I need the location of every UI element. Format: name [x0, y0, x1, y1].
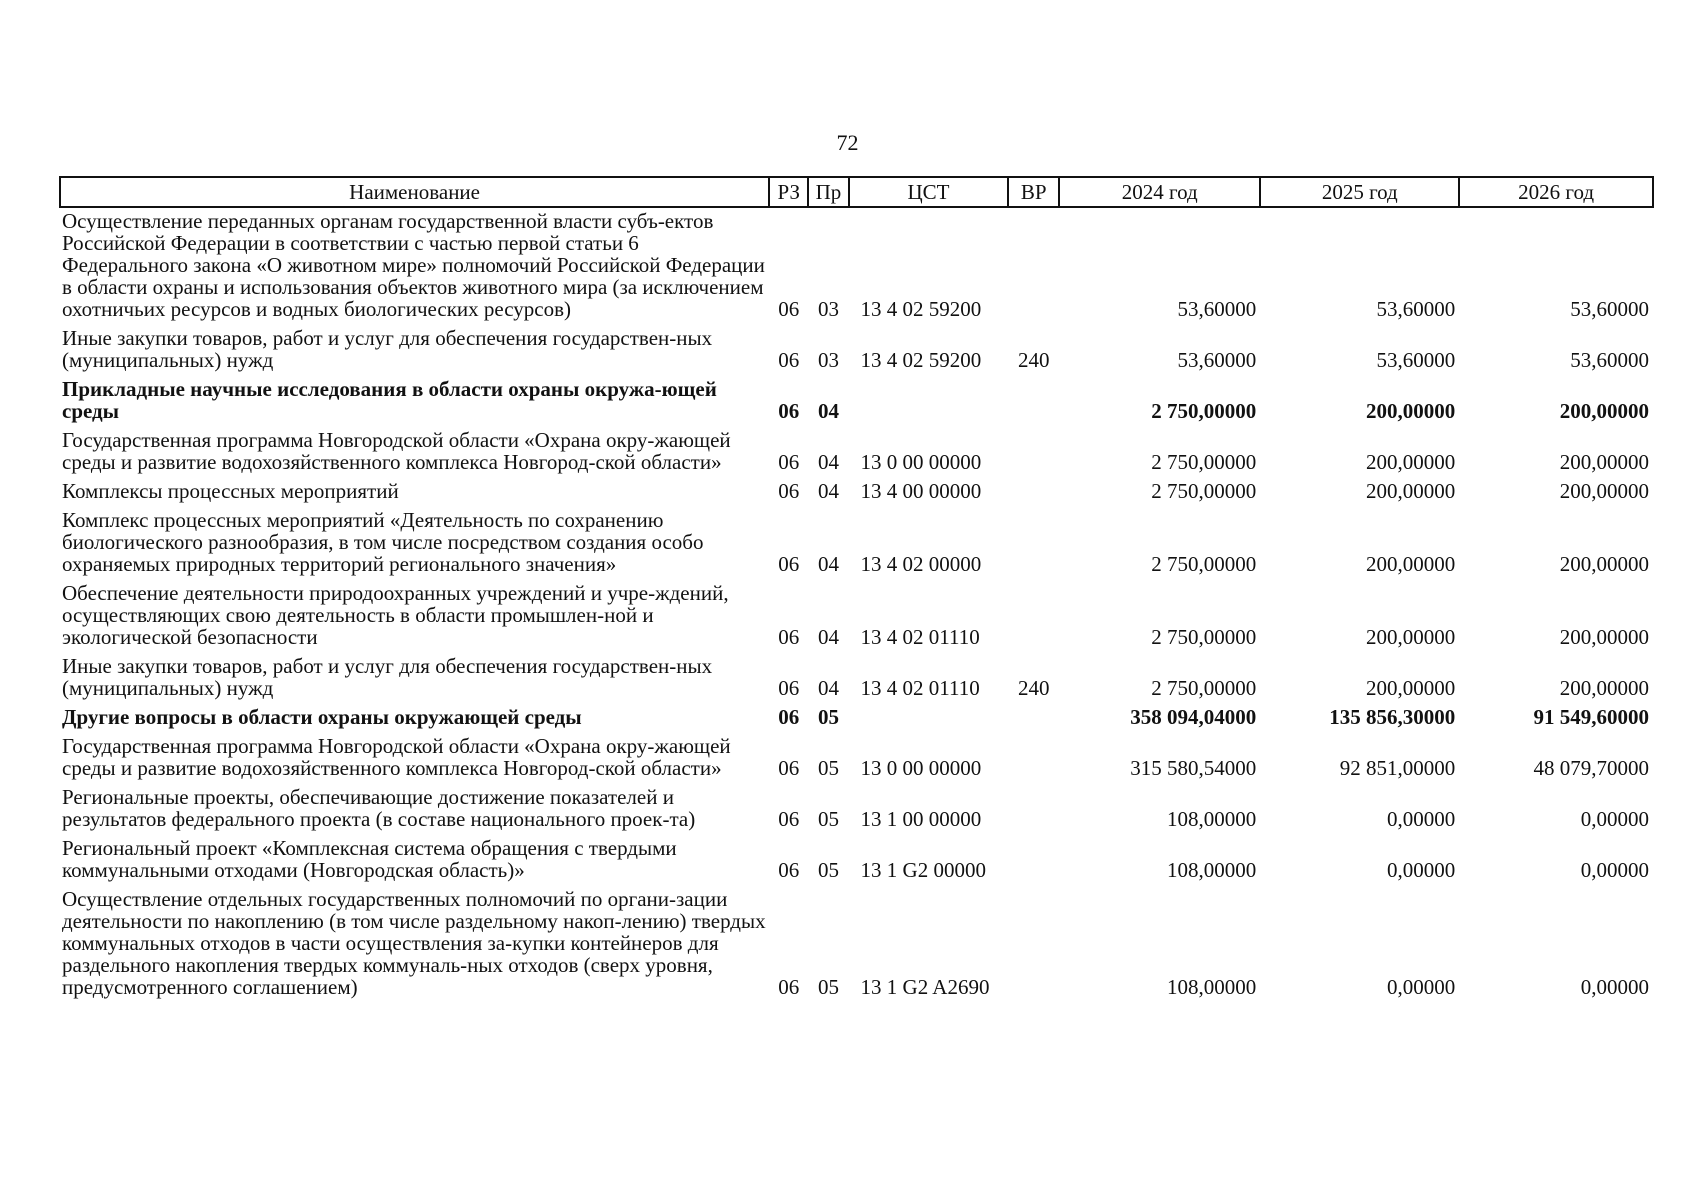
col-header-2025: 2025 год: [1260, 177, 1459, 207]
table-row: [60, 886, 1653, 1003]
row-cst: 13 4 00 00000: [860, 479, 982, 503]
row-vr: [1008, 580, 1059, 653]
row-cst: 13 0 00 00000: [860, 450, 982, 474]
row-vr: [1008, 507, 1059, 580]
row-name: Обеспечение деятельности природоохранных учреждений и учре-ждений, осуществляющих свою деятельность в области промышлен-ной и экологической безопасности: [62, 581, 729, 649]
row-2024: 53,60000: [1177, 348, 1257, 372]
table-row: [60, 507, 1653, 580]
row-cst: 13 1 00 00000: [860, 807, 982, 831]
row-2026: 53,60000: [1570, 348, 1649, 372]
col-header-name: Наименование: [60, 177, 769, 207]
row-pr: 04: [817, 676, 839, 700]
table-row-section: [60, 376, 1653, 427]
row-rz: 06: [778, 348, 800, 372]
col-header-rz: РЗ: [769, 177, 808, 207]
row-vr: 240: [1018, 676, 1050, 700]
row-vr: 240: [1018, 348, 1050, 372]
row-2024: 2 750,00000: [1151, 399, 1257, 423]
row-cst: 13 4 02 01110: [860, 676, 980, 700]
row-2024: 2 750,00000: [1151, 625, 1257, 649]
row-vr: [1008, 886, 1059, 1003]
table-row: [60, 325, 1653, 376]
col-header-vr: ВР: [1008, 177, 1059, 207]
col-header-cst: ЦСТ: [849, 177, 1009, 207]
row-name: Осуществление переданных органам государственной власти субъ-ектов Российской Федерации в соответствии с частью первой статьи 6 Федерального закона «О животном мире» полномочий Российской Федерации в области охраны и использования объектов животного мира (за исключением охотничьих ресурсов и водных биологических ресурсов): [62, 209, 765, 321]
row-name: Иные закупки товаров, работ и услуг для обеспечения государствен-ных (муниципальных) нужд: [62, 654, 713, 700]
row-cst: 13 4 02 59200: [860, 297, 982, 321]
row-rz: 06: [778, 676, 800, 700]
row-2026: 48 079,70000: [1533, 756, 1649, 780]
row-name: Государственная программа Новгородской области «Охрана окру-жающей среды и развитие водохозяйственного комплекса Новгород-ской области»: [62, 428, 731, 474]
row-2024: 2 750,00000: [1151, 450, 1257, 474]
row-rz: 06: [778, 297, 800, 321]
row-cst: [849, 704, 1009, 733]
table-row: [60, 653, 1653, 704]
col-header-2024: 2024 год: [1059, 177, 1260, 207]
row-2024: 358 094,04000: [1130, 705, 1257, 729]
row-cst: [849, 376, 1009, 427]
table-row: [60, 784, 1653, 835]
row-2025: 0,00000: [1387, 858, 1456, 882]
row-name: Иные закупки товаров, работ и услуг для обеспечения государствен-ных (муниципальных) нужд: [62, 326, 713, 372]
row-rz: 06: [778, 552, 800, 576]
row-pr: 04: [817, 552, 839, 576]
row-rz: 06: [778, 625, 800, 649]
row-2024: 315 580,54000: [1130, 756, 1257, 780]
table-row: [60, 478, 1653, 507]
row-pr: 03: [817, 348, 839, 372]
row-rz: 06: [778, 975, 800, 999]
row-rz: 06: [778, 807, 800, 831]
row-2026: 200,00000: [1559, 676, 1649, 700]
row-rz: 06: [778, 399, 800, 423]
table-row: [60, 427, 1653, 478]
row-pr: 04: [817, 450, 839, 474]
row-2026: 200,00000: [1559, 552, 1649, 576]
row-name: Другие вопросы в области охраны окружающей среды: [62, 705, 582, 729]
table-row: [60, 580, 1653, 653]
row-rz: 06: [778, 705, 800, 729]
row-2024: 53,60000: [1177, 297, 1257, 321]
row-2024: 108,00000: [1167, 858, 1257, 882]
row-2025: 53,60000: [1376, 348, 1456, 372]
row-2026: 0,00000: [1580, 807, 1649, 831]
col-header-2026: 2026 год: [1459, 177, 1653, 207]
row-pr: 04: [817, 625, 839, 649]
row-2025: 200,00000: [1366, 552, 1456, 576]
table-row: [60, 207, 1653, 325]
row-2025: 200,00000: [1366, 399, 1456, 423]
row-2025: 200,00000: [1366, 479, 1456, 503]
row-rz: 06: [778, 450, 800, 474]
row-name: Комплексы процессных мероприятий: [62, 479, 399, 503]
row-vr: [1008, 835, 1059, 886]
row-name: Региональные проекты, обеспечивающие достижение показателей и результатов федерального проекта (в составе национального проек-та): [62, 785, 696, 831]
row-pr: 03: [817, 297, 839, 321]
row-name: Комплекс процессных мероприятий «Деятельность по сохранению биологического разнообразия, в том числе посредством создания особо охраняемых природных территорий регионального значения»: [62, 508, 704, 576]
row-2024: 108,00000: [1167, 807, 1257, 831]
row-cst: 13 1 G2 A2690: [860, 975, 990, 999]
row-2025: 92 851,00000: [1339, 756, 1456, 780]
row-cst: 13 0 00 00000: [860, 756, 982, 780]
row-vr: [1008, 784, 1059, 835]
page-number: 72: [836, 130, 859, 155]
row-2026: 0,00000: [1580, 858, 1649, 882]
row-pr: 05: [817, 858, 839, 882]
header-row: [60, 177, 1653, 207]
row-pr: 04: [817, 479, 839, 503]
col-header-pr: Пр: [808, 177, 848, 207]
budget-table: [59, 176, 1654, 1003]
row-2024: 2 750,00000: [1151, 479, 1257, 503]
row-2026: 200,00000: [1559, 399, 1649, 423]
row-vr: [1008, 427, 1059, 478]
row-2026: 53,60000: [1570, 297, 1649, 321]
row-2025: 200,00000: [1366, 625, 1456, 649]
row-2026: 200,00000: [1559, 625, 1649, 649]
row-pr: 05: [817, 975, 839, 999]
row-vr: [1008, 704, 1059, 733]
row-2024: 108,00000: [1167, 975, 1257, 999]
row-pr: 05: [817, 705, 839, 729]
row-vr: [1008, 376, 1059, 427]
row-2025: 0,00000: [1387, 807, 1456, 831]
table-row: [60, 733, 1653, 784]
row-name: Региональный проект «Комплексная система обращения с твердыми коммунальными отходами (Новгородская область)»: [62, 836, 677, 882]
table-row-section: [60, 704, 1653, 733]
row-vr: [1008, 478, 1059, 507]
row-2026: 0,00000: [1580, 975, 1649, 999]
row-2025: 135 856,30000: [1329, 705, 1456, 729]
row-2026: 200,00000: [1559, 450, 1649, 474]
row-vr: [1008, 207, 1059, 325]
row-vr: [1008, 733, 1059, 784]
row-2025: 200,00000: [1366, 676, 1456, 700]
row-2025: 200,00000: [1366, 450, 1456, 474]
row-2025: 53,60000: [1376, 297, 1456, 321]
row-2026: 200,00000: [1559, 479, 1649, 503]
row-rz: 06: [778, 479, 800, 503]
row-cst: 13 1 G2 00000: [860, 858, 986, 882]
row-2024: 2 750,00000: [1151, 676, 1257, 700]
row-cst: 13 4 02 00000: [860, 552, 982, 576]
row-name: Государственная программа Новгородской области «Охрана окру-жающей среды и развитие водохозяйственного комплекса Новгород-ской области»: [62, 734, 731, 780]
row-name: Прикладные научные исследования в области охраны окружа-ющей среды: [62, 377, 717, 423]
row-cst: 13 4 02 01110: [860, 625, 980, 649]
row-name: Осуществление отдельных государственных полномочий по органи-зации деятельности по накоплению (в том числе раздельному накоп-лению) твердых коммунальных отходов в части осуществления за-купки контейнеров для раздельного накопления твердых коммуналь-ных отходов (сверх уровня, предусмотренного соглашением): [62, 887, 766, 999]
row-rz: 06: [778, 858, 800, 882]
row-pr: 04: [817, 399, 839, 423]
row-pr: 05: [817, 756, 839, 780]
row-pr: 05: [817, 807, 839, 831]
row-2026: 91 549,60000: [1533, 705, 1649, 729]
row-2025: 0,00000: [1387, 975, 1456, 999]
row-rz: 06: [778, 756, 800, 780]
row-cst: 13 4 02 59200: [860, 348, 982, 372]
table-row: [60, 835, 1653, 886]
row-2024: 2 750,00000: [1151, 552, 1257, 576]
